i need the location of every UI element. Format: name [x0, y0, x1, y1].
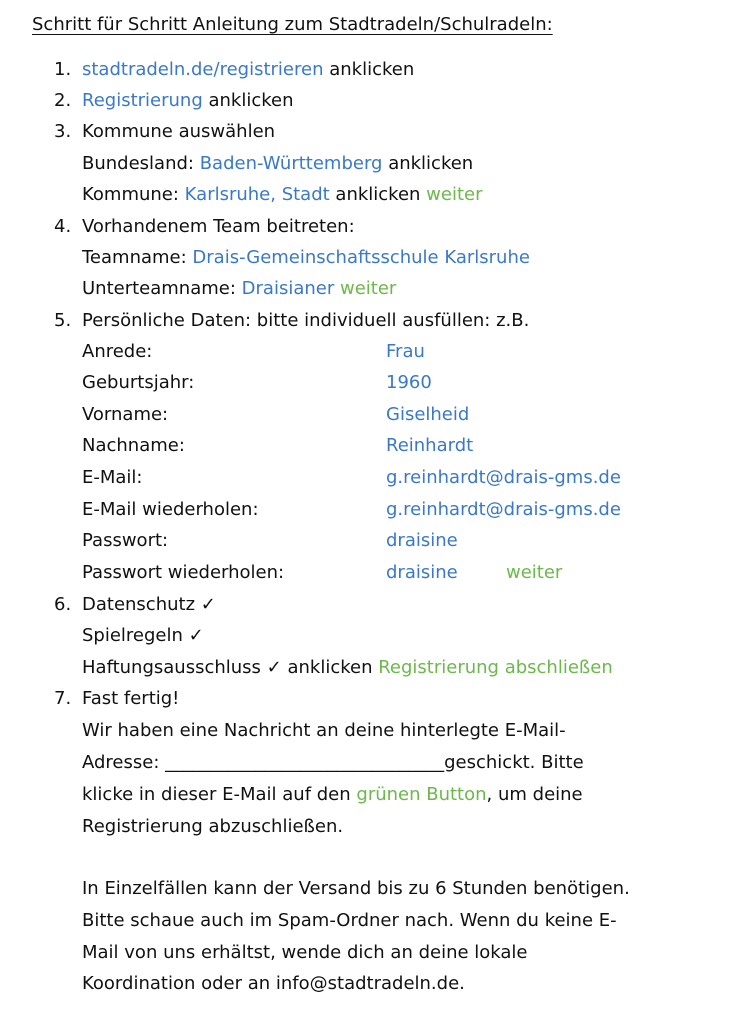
step-text: Fast fertig!	[82, 688, 180, 709]
step-number: 3.	[54, 121, 72, 142]
kommune-value: Karlsruhe, Stadt	[184, 184, 330, 205]
field-label: Bundesland:	[82, 153, 200, 174]
note-text: Bitte schaue auch im Spam-Ordner nach. Wenn du keine E-	[82, 910, 617, 931]
bundesland-value: Baden-Württemberg	[199, 153, 383, 174]
field-value: draisine	[386, 530, 458, 551]
step-text: anklicken	[382, 153, 474, 174]
teamname-value: Drais-Gemeinschaftsschule Karlsruhe	[192, 247, 530, 268]
step-text: Adresse: _______________________________geschickt. Bitte	[82, 752, 584, 773]
spielregeln-label: Spielregeln	[82, 625, 189, 646]
field-value: 1960	[386, 372, 432, 393]
note-text: Koordination oder an info@stadtradeln.de.	[82, 973, 465, 994]
field-value: Reinhardt	[386, 435, 474, 456]
step-number: 5.	[54, 310, 72, 331]
field-label: Unterteamname:	[82, 278, 242, 299]
field-label: Passwort:	[82, 530, 169, 551]
datenschutz-label: Datenschutz	[82, 594, 201, 615]
note-text: Mail von uns erhältst, wende dich an deine lokale	[82, 942, 528, 963]
step-text: Persönliche Daten: bitte individuell ausfüllen: z.B.	[82, 310, 530, 331]
step-text: Vorhandenem Team beitreten:	[82, 216, 355, 237]
field-label: E-Mail wiederholen:	[82, 499, 259, 520]
step-text: , um deine	[486, 784, 583, 805]
complete-registration-hint: Registrierung abschließen	[378, 657, 613, 678]
subteam-value: Draisianer	[241, 278, 335, 299]
step-text: anklicken	[329, 184, 427, 205]
haftung-label: Haftungsausschluss	[82, 657, 267, 678]
field-value: Frau	[386, 341, 425, 362]
step-number: 1.	[54, 59, 72, 80]
field-label: Vorname:	[82, 404, 169, 425]
field-label: Nachname:	[82, 435, 185, 456]
field-value: g.reinhardt@drais-gms.de	[386, 467, 621, 488]
register-link[interactable]: stadtradeln.de/registrieren	[82, 59, 324, 80]
field-value: Giselheid	[386, 404, 470, 425]
field-label: Teamname:	[82, 247, 193, 268]
check-icon: ✓	[200, 594, 216, 615]
weiter-hint: weiter	[426, 184, 483, 205]
step-text: Registrierung abzuschließen.	[82, 816, 344, 837]
step-number: 7.	[54, 688, 72, 709]
page-title: Schritt für Schritt Anleitung zum Stadtradeln/Schulradeln:	[32, 14, 553, 35]
step-text: anklicken	[323, 59, 415, 80]
field-label: Anrede:	[82, 341, 153, 362]
step-number: 4.	[54, 216, 72, 237]
field-label: Passwort wiederholen:	[82, 562, 285, 583]
check-icon: ✓	[266, 657, 282, 678]
field-value: g.reinhardt@drais-gms.de	[386, 499, 621, 520]
field-label: Geburtsjahr:	[82, 372, 195, 393]
step-text: anklicken	[281, 657, 379, 678]
step-number: 2.	[54, 90, 72, 111]
step-text: Wir haben eine Nachricht an deine hinterlegte E-Mail-	[82, 720, 566, 741]
step-text: klicke in dieser E-Mail auf den	[82, 784, 357, 805]
field-value: draisine	[386, 562, 458, 583]
green-button-hint: grünen Button	[356, 784, 487, 805]
weiter-hint: weiter	[334, 278, 397, 299]
step-text: Kommune auswählen	[82, 121, 276, 142]
note-text: In Einzelfällen kann der Versand bis zu 6 Stunden benötigen.	[82, 878, 630, 899]
step-text: anklicken	[202, 90, 294, 111]
weiter-hint: weiter	[506, 562, 563, 583]
registration-link: Registrierung	[82, 90, 203, 111]
step-number: 6.	[54, 594, 72, 615]
field-label: Kommune:	[82, 184, 185, 205]
field-label: E-Mail:	[82, 467, 143, 488]
check-icon: ✓	[188, 625, 204, 646]
